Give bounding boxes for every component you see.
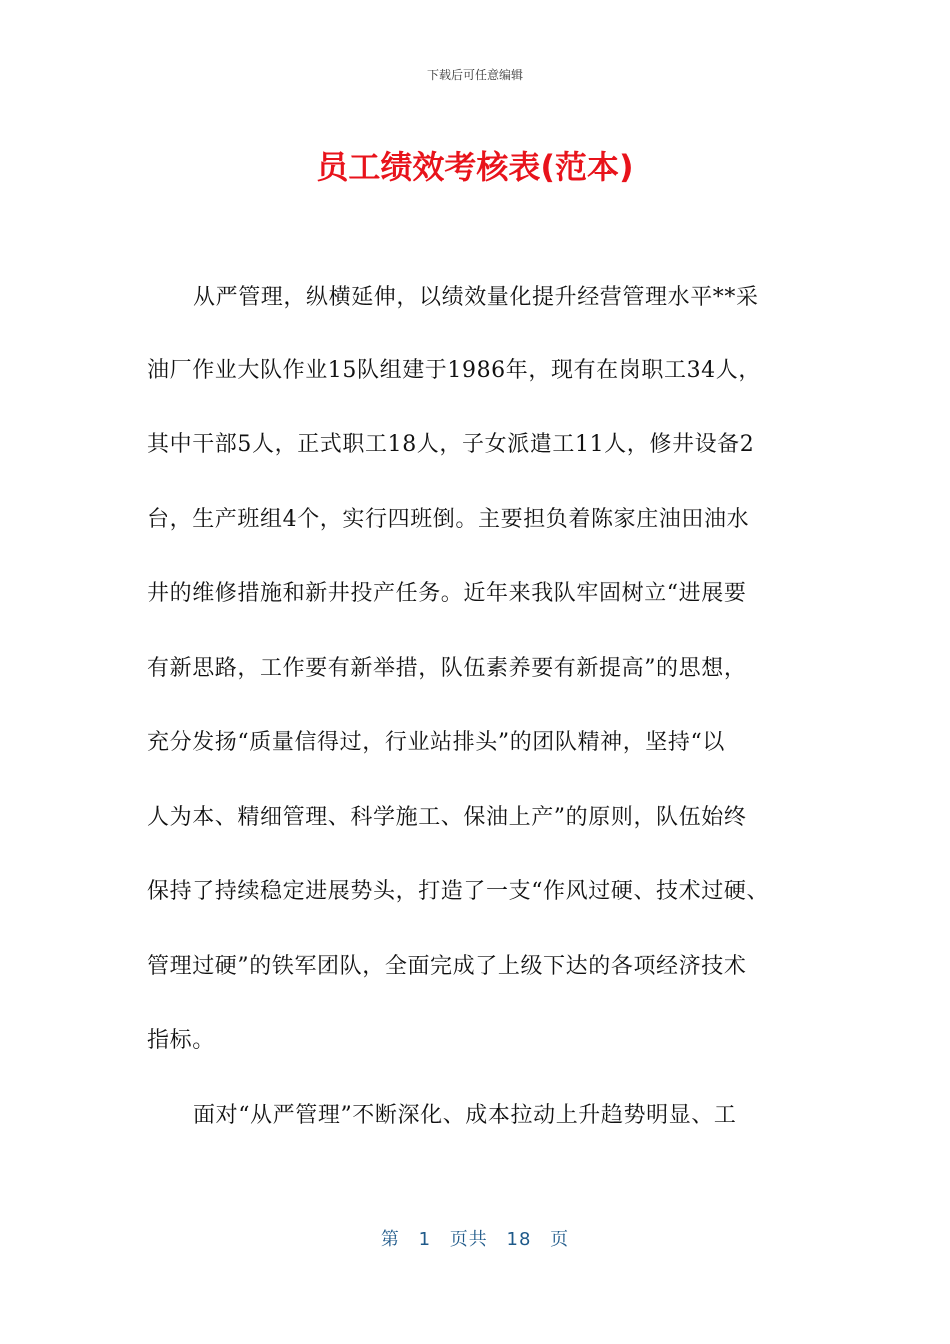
- body-line: 管理过硬”的铁军团队，全面完成了上级下达的各项经济技术: [147, 954, 747, 979]
- body-line: 指标。: [147, 1028, 215, 1053]
- body-line: 面对“从严管理”不断深化、成本拉动上升趋势明显、工: [193, 1103, 737, 1128]
- body-line: 台，生产班组4个，实行四班倒。主要担负着陈家庄油田油水: [147, 507, 750, 532]
- body-line: 井的维修措施和新井投产任务。近年来我队牢固树立“进展要: [147, 581, 747, 606]
- body-line: 有新思路，工作要有新举措，队伍素养要有新提高”的思想，: [147, 656, 747, 681]
- body-line: 油厂作业大队作业15队组建于1986年，现有在岗职工34人，: [147, 358, 761, 383]
- page-number-footer: 第 1 页共 18 页: [380, 1229, 570, 1250]
- body-line: 充分发扬“质量信得过，行业站排头”的团队精神，坚持“以: [147, 730, 725, 755]
- body-line: 其中干部5人，正式职工18人，子女派遣工11人，修井设备2: [147, 432, 755, 457]
- body-line: 从严管理，纵横延伸，以绩效量化提升经营管理水平**采: [193, 285, 759, 310]
- header-note: 下载后可任意编辑: [426, 68, 523, 82]
- body-line: 人为本、精细管理、科学施工、保油上产”的原则，队伍始终: [147, 805, 747, 830]
- body-line: 保持了持续稳定进展势头，打造了一支“作风过硬、技术过硬、: [147, 879, 770, 904]
- document-title: 员工绩效考核表(范本): [316, 148, 634, 186]
